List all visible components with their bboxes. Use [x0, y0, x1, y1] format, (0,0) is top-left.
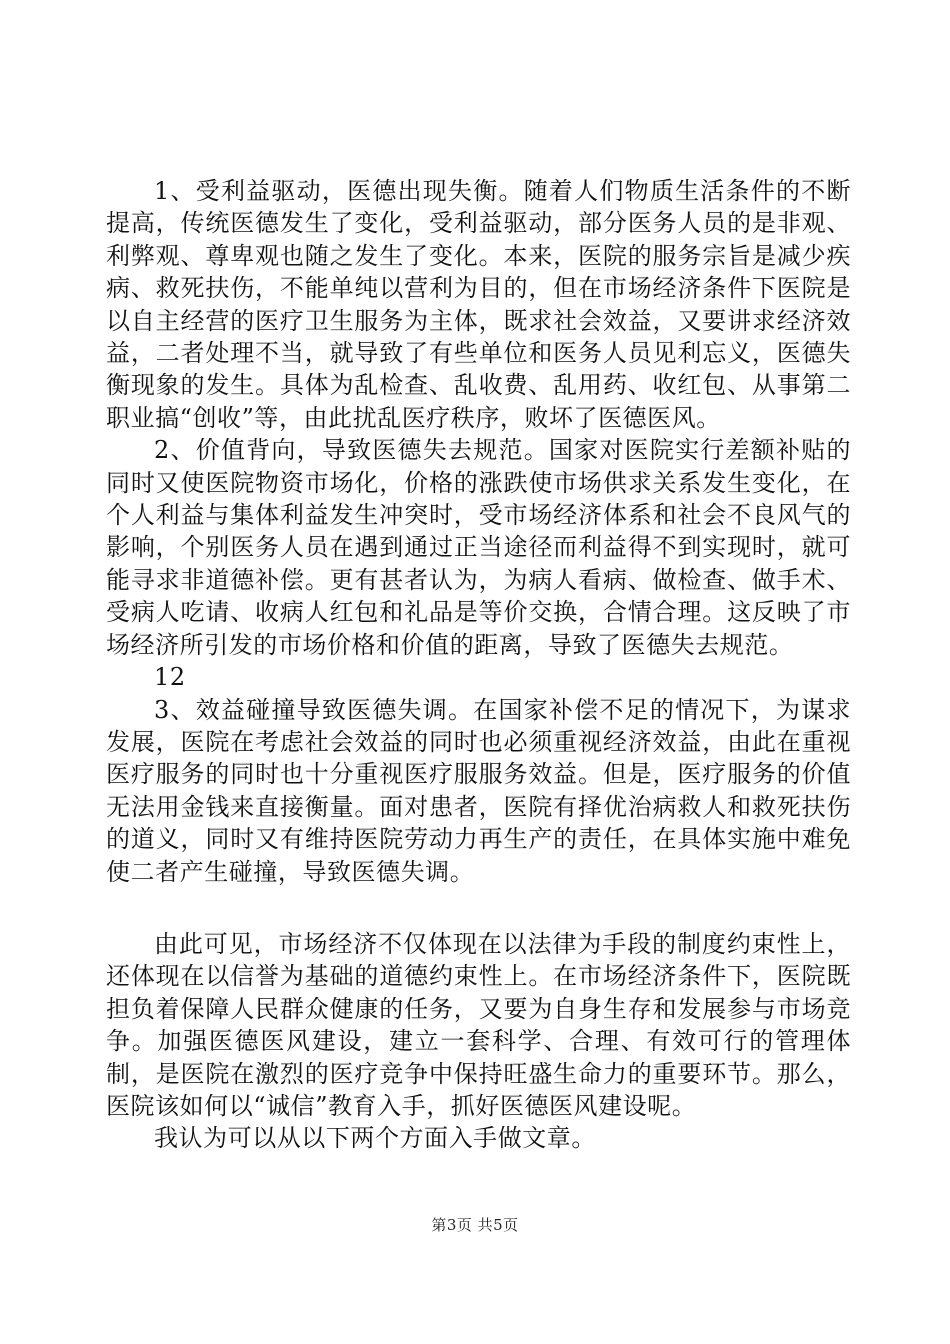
paragraph-point-3: 3、效益碰撞导致医德失调。在国家补偿不足的情况下，为谋求发展，医院在考虑社会效益的同时也必须重视经济效益，由此在重视医疗服务的同时也十分重视医疗服服务效益。但是，医疗服务的价值无法用金钱来直接衡量。面对患者，医院有择优治病救人和救死扶伤的道义，同时又有维持医院劳动力再生产的责任，在具体实施中难免使二者产生碰撞，导致医德失调。 — [106, 695, 851, 886]
paragraph-closing: 我认为可以从以下两个方面入手做文章。 — [154, 1124, 596, 1153]
document-body — [106, 175, 851, 1155]
paragraph-point-1: 1、受利益驱动，医德出现失衡。随着人们物质生活条件的不断提高，传统医德发生了变化，受利益驱动，部分医务人员的是非观、利弊观、尊卑观也随之发生了变化。本来，医院的服务宗旨是减少疾病、救死扶伤，不能单纯以营利为目的，但在市场经济条件下医院是以自主经营的医疗卫生服务为主体，既求社会效益，又要讲求经济效益，二者处理不当，就导致了有些单位和医务人员见利忘义，医德失衡现象的发生。具体为乱检查、乱收费、乱用药、收红包、从事第二职业搞“创收”等，由此扰乱医疗秩序，败坏了医德医风。 — [106, 177, 851, 432]
paragraph-conclusion: 由此可见，市场经济不仅体现在以法律为手段的制度约束性上，还体现在以信誉为基础的道德约束性上。在市场经济条件下，医院既担负着保障人民群众健康的任务，又要为自身生存和发展参与市场竞争。加强医德医风建设，建立一套科学、合理、有效可行的管理体制，是医院在激烈的医疗竞争中保持旺盛生命力的重要环节。那么，医院该如何以“诚信”教育入手，抓好医德医风建设呢。 — [106, 929, 851, 1120]
page-footer: 第3页 共5页 — [431, 1216, 519, 1234]
paragraph-point-2: 2、价值背向，导致医德失去规范。国家对医院实行差额补贴的同时又使医院物资市场化，价格的涨跌使市场供求关系发生变化，在个人利益与集体利益发生冲突时，受市场经济体系和社会不良风气的影响，个别医务人员在遇到通过正当途径而利益得不到实现时，就可能寻求非道德补偿。更有甚者认为，为病人看病、做检查、做手术、受病人吃请、收病人红包和礼品是等价交换，合情合理。这反映了市场经济所引发的市场价格和价值的距离，导致了医德失去规范。 — [106, 436, 851, 659]
paragraph-number: 12 — [154, 663, 186, 692]
